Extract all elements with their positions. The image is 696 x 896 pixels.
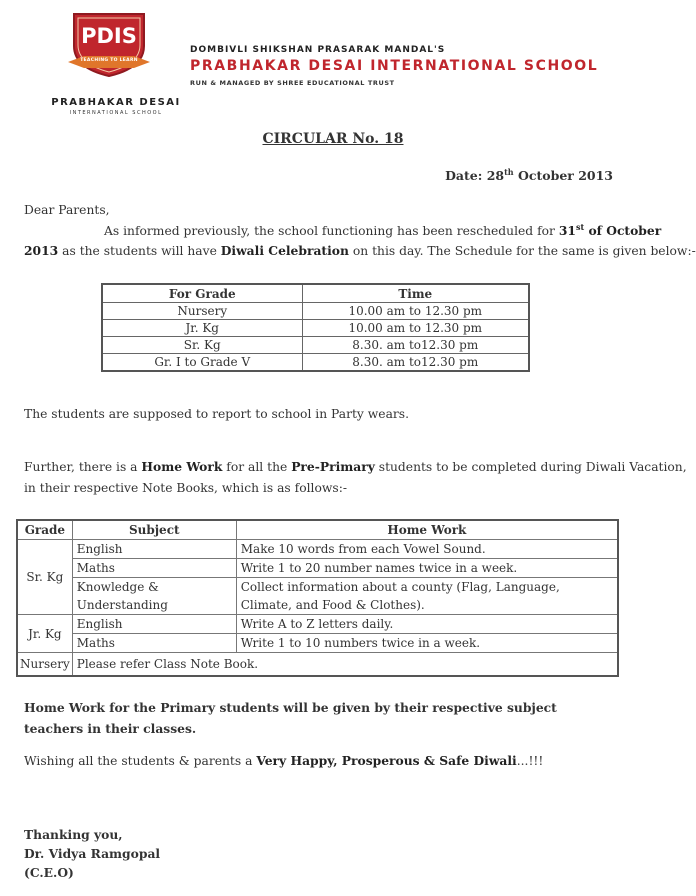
homework-table (16, 519, 619, 677)
subject-cell: Knowledge & Understanding (72, 578, 236, 615)
circular-title: CIRCULAR No. 18 (262, 131, 404, 147)
header-grade: Grade (17, 520, 72, 540)
header-grade: For Grade (102, 284, 302, 303)
homework-intro-line2: in their respective Note Books, which is as follows:- (24, 481, 347, 495)
closing-line: Thanking you, (24, 827, 123, 842)
grade-cell: Nursery (102, 303, 302, 320)
subject-cell: Maths (72, 559, 236, 578)
header-homework: Home Work (236, 520, 618, 540)
signer-name: Dr. Vidya Ramgopal (24, 846, 161, 861)
signer-title: (C.E.O) (24, 865, 74, 880)
grade-cell: Jr. Kg (102, 320, 302, 337)
table-row (17, 653, 618, 677)
time-cell: 10.00 am to 12.30 pm (302, 303, 529, 320)
table-row (102, 354, 529, 372)
logo-text: PDIS (81, 24, 137, 48)
homework-cell: Collect information about a county (Flag, Language, Climate, and Food & Clothes). (236, 578, 618, 615)
logo-ribbon-text: TEACHING TO LEARN (80, 58, 138, 63)
table-row (17, 615, 618, 634)
homework-cell: Make 10 words from each Vowel Sound. (236, 540, 618, 559)
grade-cell: Nursery (17, 653, 72, 677)
circular-date (445, 167, 613, 183)
header-time: Time (302, 284, 529, 303)
primary-homework-note: Home Work for the Primary students will be given by their respective subject teachers in their classes. (24, 700, 557, 736)
time-cell: 8.30. am to12.30 pm (302, 354, 529, 372)
table-row (17, 634, 618, 653)
intro-paragraph-line1: As informed previously, the school functioning has been rescheduled for 31st of October (104, 222, 662, 239)
table-row (102, 303, 529, 320)
grade-cell: Jr. Kg (17, 615, 72, 653)
homework-cell: Write A to Z letters daily. (236, 615, 618, 634)
grade-cell: Sr. Kg (102, 337, 302, 354)
homework-intro-line1: Further, there is a Home Work for all the Pre-Primary students to be completed during Diwali Vacation, (24, 459, 687, 474)
time-cell: 10.00 am to 12.30 pm (302, 320, 529, 337)
logo-name: PRABHAKAR DESAI (51, 97, 181, 108)
logo-name-sub: INTERNATIONAL SCHOOL (69, 110, 163, 116)
homework-cell: Write 1 to 20 number names twice in a week. (236, 559, 618, 578)
homework-cell: Write 1 to 10 numbers twice in a week. (236, 634, 618, 653)
table-row (102, 337, 529, 354)
trust-line: RUN & MANAGED BY SHREE EDUCATIONAL TRUST (190, 79, 395, 87)
subject-cell: English (72, 615, 236, 634)
diwali-wishes: Wishing all the students & parents a Very Happy, Prosperous & Safe Diwali...!!! (24, 753, 544, 768)
time-cell: 8.30. am to12.30 pm (302, 337, 529, 354)
org-mandal: DOMBIVLI SHIKSHAN PRASARAK MANDAL'S (190, 45, 446, 55)
grade-cell: Sr. Kg (17, 540, 72, 615)
header-subject: Subject (72, 520, 236, 540)
school-name: PRABHAKAR DESAI INTERNATIONAL SCHOOL (190, 58, 599, 74)
table-row (17, 559, 618, 578)
table-header-row (17, 520, 618, 540)
intro-paragraph-line2: 2013 as the students will have Diwali Celebration on this day. The Schedule for the same is given below:- (24, 243, 696, 258)
table-row (17, 540, 618, 559)
date-rest: October 2013 (513, 168, 613, 184)
date-label: Date: 28 (445, 168, 505, 184)
table-row (17, 578, 618, 615)
subject-cell: Maths (72, 634, 236, 653)
date-sup: th (504, 167, 514, 177)
table-header-row (102, 284, 529, 303)
salutation: Dear Parents, (24, 203, 110, 217)
table-row (102, 320, 529, 337)
homework-cell: Please refer Class Note Book. (72, 653, 618, 677)
grade-cell: Gr. I to Grade V (102, 354, 302, 372)
party-wear-note: The students are supposed to report to school in Party wears. (24, 407, 410, 421)
subject-cell: English (72, 540, 236, 559)
schedule-table (101, 283, 530, 372)
